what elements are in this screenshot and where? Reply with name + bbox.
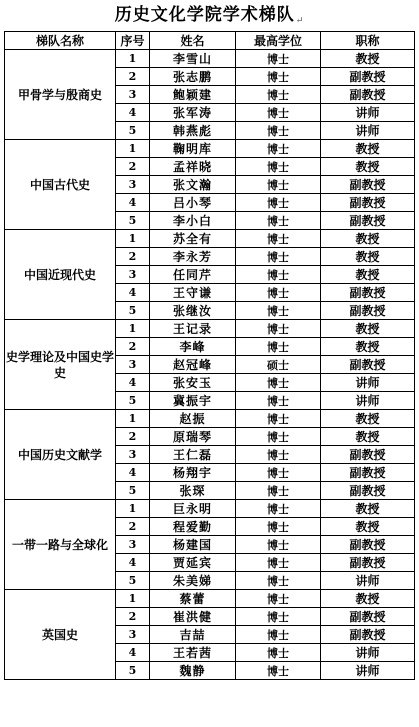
member-number: 2 xyxy=(116,68,150,86)
member-degree: 硕士 xyxy=(236,356,321,374)
member-rank: 副教授 xyxy=(321,608,415,626)
member-name: 王若茜 xyxy=(150,644,236,662)
member-degree: 博士 xyxy=(236,464,321,482)
member-degree: 博士 xyxy=(236,194,321,212)
member-number: 1 xyxy=(116,590,150,608)
member-rank: 讲师 xyxy=(321,644,415,662)
member-name: 李峰 xyxy=(150,338,236,356)
member-name: 张志鹏 xyxy=(150,68,236,86)
member-number: 1 xyxy=(116,410,150,428)
member-rank: 副教授 xyxy=(321,176,415,194)
member-rank: 教授 xyxy=(321,140,415,158)
member-rank: 副教授 xyxy=(321,284,415,302)
member-name: 杨翔宇 xyxy=(150,464,236,482)
paragraph-mark: ↵ xyxy=(295,16,305,26)
table-row xyxy=(5,410,415,428)
member-number: 1 xyxy=(116,50,150,68)
member-rank: 教授 xyxy=(321,428,415,446)
member-number: 1 xyxy=(116,500,150,518)
member-degree: 博士 xyxy=(236,572,321,590)
member-number: 5 xyxy=(116,482,150,500)
member-rank: 副教授 xyxy=(321,356,415,374)
member-name: 苏全有 xyxy=(150,230,236,248)
team-name: 一带一路与全球化 xyxy=(5,500,116,590)
member-number: 4 xyxy=(116,284,150,302)
member-number: 3 xyxy=(116,176,150,194)
member-name: 张继汝 xyxy=(150,302,236,320)
member-degree: 博士 xyxy=(236,392,321,410)
member-degree: 博士 xyxy=(236,662,321,680)
member-degree: 博士 xyxy=(236,320,321,338)
member-number: 3 xyxy=(116,626,150,644)
member-name: 蔡蕾 xyxy=(150,590,236,608)
member-rank: 副教授 xyxy=(321,68,415,86)
member-number: 5 xyxy=(116,122,150,140)
member-degree: 博士 xyxy=(236,122,321,140)
header-degree: 最高学位 xyxy=(236,32,321,50)
member-name: 冀振宇 xyxy=(150,392,236,410)
member-number: 2 xyxy=(116,338,150,356)
member-number: 5 xyxy=(116,572,150,590)
member-rank: 副教授 xyxy=(321,536,415,554)
member-number: 5 xyxy=(116,662,150,680)
member-degree: 博士 xyxy=(236,554,321,572)
table-row xyxy=(5,500,415,518)
member-rank: 讲师 xyxy=(321,392,415,410)
member-degree: 博士 xyxy=(236,68,321,86)
table-row xyxy=(5,590,415,608)
member-number: 3 xyxy=(116,86,150,104)
member-rank: 副教授 xyxy=(321,194,415,212)
member-degree: 博士 xyxy=(236,428,321,446)
member-degree: 博士 xyxy=(236,590,321,608)
member-degree: 博士 xyxy=(236,518,321,536)
member-degree: 博士 xyxy=(236,50,321,68)
member-degree: 博士 xyxy=(236,86,321,104)
member-number: 2 xyxy=(116,158,150,176)
member-degree: 博士 xyxy=(236,626,321,644)
member-name: 王仁磊 xyxy=(150,446,236,464)
member-degree: 博士 xyxy=(236,212,321,230)
member-number: 1 xyxy=(116,320,150,338)
member-degree: 博士 xyxy=(236,374,321,392)
team-name: 史学理论及中国史学史 xyxy=(5,320,116,410)
team-name: 中国历史文献学 xyxy=(5,410,116,500)
table-row xyxy=(5,320,415,338)
member-rank: 讲师 xyxy=(321,572,415,590)
member-rank: 讲师 xyxy=(321,104,415,122)
member-degree: 博士 xyxy=(236,500,321,518)
member-rank: 教授 xyxy=(321,158,415,176)
member-name: 张文瀚 xyxy=(150,176,236,194)
member-rank: 副教授 xyxy=(321,212,415,230)
member-number: 1 xyxy=(116,230,150,248)
header-team: 梯队名称 xyxy=(5,32,116,50)
member-rank: 教授 xyxy=(321,500,415,518)
member-name: 张军涛 xyxy=(150,104,236,122)
member-degree: 博士 xyxy=(236,644,321,662)
team-name: 中国近现代史 xyxy=(5,230,116,320)
member-degree: 博士 xyxy=(236,446,321,464)
member-name: 程爱勤 xyxy=(150,518,236,536)
member-rank: 教授 xyxy=(321,248,415,266)
member-name: 朱美娣 xyxy=(150,572,236,590)
header-num: 序号 xyxy=(116,32,150,50)
member-rank: 教授 xyxy=(321,410,415,428)
member-rank: 教授 xyxy=(321,590,415,608)
table-row xyxy=(5,230,415,248)
member-name: 赵冠峰 xyxy=(150,356,236,374)
member-number: 2 xyxy=(116,608,150,626)
member-name: 任同芹 xyxy=(150,266,236,284)
member-name: 杨建国 xyxy=(150,536,236,554)
member-name: 李雪山 xyxy=(150,50,236,68)
member-number: 2 xyxy=(116,428,150,446)
header-name: 姓名 xyxy=(150,32,236,50)
team-name: 英国史 xyxy=(5,590,116,680)
member-rank: 教授 xyxy=(321,518,415,536)
member-number: 2 xyxy=(116,248,150,266)
member-name: 鞠明库 xyxy=(150,140,236,158)
member-number: 5 xyxy=(116,212,150,230)
member-rank: 讲师 xyxy=(321,374,415,392)
member-number: 4 xyxy=(116,644,150,662)
member-rank: 副教授 xyxy=(321,302,415,320)
member-number: 3 xyxy=(116,536,150,554)
table-body xyxy=(5,50,415,680)
member-degree: 博士 xyxy=(236,248,321,266)
member-degree: 博士 xyxy=(236,266,321,284)
member-degree: 博士 xyxy=(236,482,321,500)
member-degree: 博士 xyxy=(236,410,321,428)
member-name: 张琛 xyxy=(150,482,236,500)
member-rank: 教授 xyxy=(321,266,415,284)
member-name: 魏静 xyxy=(150,662,236,680)
member-rank: 教授 xyxy=(321,320,415,338)
table-header-row xyxy=(5,32,415,50)
member-name: 张安玉 xyxy=(150,374,236,392)
faculty-table xyxy=(4,31,415,680)
member-rank: 教授 xyxy=(321,338,415,356)
member-rank: 教授 xyxy=(321,50,415,68)
member-degree: 博士 xyxy=(236,338,321,356)
member-name: 鲍颖建 xyxy=(150,86,236,104)
member-rank: 讲师 xyxy=(321,662,415,680)
member-name: 崔洪健 xyxy=(150,608,236,626)
member-number: 4 xyxy=(116,554,150,572)
member-number: 5 xyxy=(116,392,150,410)
member-rank: 副教授 xyxy=(321,446,415,464)
member-number: 4 xyxy=(116,104,150,122)
member-degree: 博士 xyxy=(236,608,321,626)
team-name: 中国古代史 xyxy=(5,140,116,230)
member-degree: 博士 xyxy=(236,140,321,158)
member-rank: 讲师 xyxy=(321,122,415,140)
document-title xyxy=(0,0,419,30)
member-name: 王记录 xyxy=(150,320,236,338)
member-name: 贾延宾 xyxy=(150,554,236,572)
member-number: 4 xyxy=(116,194,150,212)
member-rank: 副教授 xyxy=(321,464,415,482)
member-number: 1 xyxy=(116,140,150,158)
member-number: 3 xyxy=(116,356,150,374)
member-degree: 博士 xyxy=(236,104,321,122)
member-degree: 博士 xyxy=(236,230,321,248)
member-name: 李小白 xyxy=(150,212,236,230)
member-number: 3 xyxy=(116,446,150,464)
member-degree: 博士 xyxy=(236,284,321,302)
member-number: 3 xyxy=(116,266,150,284)
member-name: 韩燕彪 xyxy=(150,122,236,140)
member-number: 2 xyxy=(116,518,150,536)
member-name: 李永芳 xyxy=(150,248,236,266)
member-degree: 博士 xyxy=(236,536,321,554)
table-row xyxy=(5,140,415,158)
member-rank: 副教授 xyxy=(321,86,415,104)
member-name: 原瑞琴 xyxy=(150,428,236,446)
member-rank: 副教授 xyxy=(321,554,415,572)
member-degree: 博士 xyxy=(236,176,321,194)
table-row xyxy=(5,50,415,68)
member-number: 4 xyxy=(116,464,150,482)
member-degree: 博士 xyxy=(236,158,321,176)
member-rank: 副教授 xyxy=(321,482,415,500)
member-degree: 博士 xyxy=(236,302,321,320)
member-name: 王守谦 xyxy=(150,284,236,302)
member-name: 赵振 xyxy=(150,410,236,428)
member-number: 4 xyxy=(116,374,150,392)
member-name: 孟祥晓 xyxy=(150,158,236,176)
header-rank: 职称 xyxy=(321,32,415,50)
member-number: 5 xyxy=(116,302,150,320)
title-text: 历史文化学院学术梯队 xyxy=(114,5,295,25)
member-name: 吕小琴 xyxy=(150,194,236,212)
team-name: 甲骨学与殷商史 xyxy=(5,50,116,140)
member-name: 巨永明 xyxy=(150,500,236,518)
member-rank: 教授 xyxy=(321,230,415,248)
member-rank: 副教授 xyxy=(321,626,415,644)
member-name: 吉喆 xyxy=(150,626,236,644)
